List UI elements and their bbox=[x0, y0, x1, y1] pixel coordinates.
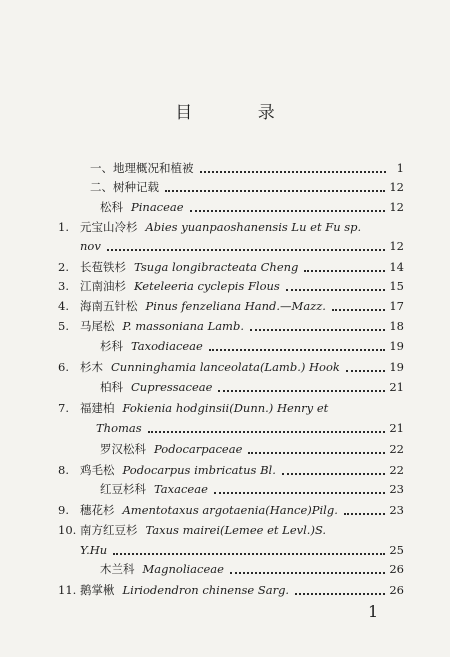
entry-page: 21 bbox=[389, 421, 404, 435]
toc-entry[interactable] bbox=[58, 178, 404, 196]
family-sci-name: Magnoliaceae bbox=[142, 562, 224, 576]
entry-text: 二、树种记载 bbox=[90, 180, 159, 194]
entry-page: 14 bbox=[389, 260, 404, 274]
entry-page: 12 bbox=[389, 200, 404, 214]
entry-number: 11. bbox=[58, 583, 77, 597]
toc-species-entry[interactable] bbox=[58, 358, 404, 376]
dot-leader bbox=[295, 592, 385, 595]
family-name: 柏科 bbox=[100, 380, 123, 394]
species-sci-name: Tsuga longibracteata Cheng bbox=[134, 260, 299, 274]
family-sci-name: Taxodiaceae bbox=[131, 339, 203, 353]
toc-entry[interactable] bbox=[58, 159, 404, 177]
species-sci-name: Thomas bbox=[96, 421, 142, 435]
dot-leader bbox=[304, 269, 385, 272]
species-name: 海南五针松 bbox=[80, 299, 138, 313]
species-sci-name: Keteleeria cyclepis Flous bbox=[134, 279, 280, 293]
family-name: 木兰科 bbox=[100, 562, 135, 576]
species-sci-name: Liriodendron chinense Sarg. bbox=[122, 583, 290, 597]
entry-page: 22 bbox=[389, 463, 404, 477]
entry-page: 17 bbox=[389, 299, 404, 313]
species-sci-name: Amentotaxus argotaenia(Hance)Pilg. bbox=[122, 503, 338, 517]
page-title: 目 录 bbox=[175, 103, 305, 123]
species-name: 马尾松 bbox=[80, 319, 115, 333]
family-name: 红豆杉科 bbox=[100, 482, 146, 496]
species-name: 江南油杉 bbox=[80, 279, 126, 293]
entry-page: 12 bbox=[389, 239, 404, 253]
species-sci-name: nov bbox=[80, 239, 101, 253]
toc-continuation[interactable] bbox=[58, 541, 404, 559]
species-sci-name: Pinus fenzeliana Hand.—Mazz. bbox=[145, 299, 326, 313]
species-sci-name: P. massoniana Lamb. bbox=[122, 319, 244, 333]
dot-leader bbox=[200, 170, 387, 173]
entry-page: 21 bbox=[389, 380, 404, 394]
dot-leader bbox=[282, 472, 385, 475]
entry-page: 23 bbox=[389, 482, 404, 496]
entry-page: 12 bbox=[389, 180, 404, 194]
species-name: 鹅掌楸 bbox=[80, 583, 115, 597]
entry-number: 2. bbox=[58, 260, 69, 274]
entry-number: 3. bbox=[58, 279, 69, 293]
dot-leader bbox=[250, 328, 385, 331]
toc-family-entry[interactable] bbox=[58, 198, 404, 216]
family-name: 松科 bbox=[100, 200, 123, 214]
dot-leader bbox=[218, 389, 385, 392]
dot-leader bbox=[165, 189, 385, 192]
toc-species-entry[interactable] bbox=[58, 277, 404, 295]
dot-leader bbox=[230, 571, 385, 574]
toc-species-entry[interactable] bbox=[58, 258, 404, 276]
toc-species-entry[interactable] bbox=[58, 521, 404, 539]
species-name: 杉木 bbox=[80, 360, 103, 374]
entry-number: 9. bbox=[58, 503, 69, 517]
toc-family-entry[interactable] bbox=[58, 337, 404, 355]
toc-family-entry[interactable] bbox=[58, 378, 404, 396]
entry-page: 25 bbox=[389, 543, 404, 557]
entry-page: 26 bbox=[389, 562, 404, 576]
dot-leader bbox=[113, 552, 385, 555]
species-sci-name: Taxus mairei(Lemee et Levl.)S. bbox=[145, 523, 327, 537]
toc-species-entry[interactable] bbox=[58, 461, 404, 479]
toc-family-entry[interactable] bbox=[58, 440, 404, 458]
entry-number: 5. bbox=[58, 319, 69, 333]
entry-number: 10. bbox=[58, 523, 77, 537]
species-sci-name: Podocarpus imbricatus Bl. bbox=[122, 463, 276, 477]
toc-continuation[interactable] bbox=[58, 237, 404, 255]
species-name: 南方红豆杉 bbox=[80, 523, 138, 537]
species-sci-name: Fokienia hodginsii(Dunn.) Henry et bbox=[122, 401, 329, 415]
page-number: 1 bbox=[368, 602, 379, 621]
entry-number: 8. bbox=[58, 463, 69, 477]
entry-page: 19 bbox=[389, 339, 404, 353]
dot-leader bbox=[332, 308, 385, 311]
species-sci-name: Cunninghamia lanceolata(Lamb.) Hook bbox=[111, 360, 340, 374]
species-sci-name: Abies yuanpaoshanensis Lu et Fu sp. bbox=[145, 220, 362, 234]
dot-leader bbox=[248, 451, 385, 454]
entry-page: 15 bbox=[389, 279, 404, 293]
dot-leader bbox=[148, 430, 386, 433]
toc-family-entry[interactable] bbox=[58, 560, 404, 578]
family-name: 杉科 bbox=[100, 339, 123, 353]
species-name: 长苞铁杉 bbox=[80, 260, 126, 274]
family-sci-name: Pinaceae bbox=[131, 200, 184, 214]
family-name: 罗汉松科 bbox=[100, 442, 146, 456]
entry-page: 26 bbox=[389, 583, 404, 597]
toc-species-entry[interactable] bbox=[58, 297, 404, 315]
toc-species-entry[interactable] bbox=[58, 581, 404, 599]
toc-family-entry[interactable] bbox=[58, 480, 404, 498]
entry-number: 7. bbox=[58, 401, 69, 415]
dot-leader bbox=[346, 369, 386, 372]
family-sci-name: Podocarpaceae bbox=[154, 442, 243, 456]
entry-number: 1. bbox=[58, 220, 69, 234]
dot-leader bbox=[344, 512, 385, 515]
entry-number: 4. bbox=[58, 299, 69, 313]
dot-leader bbox=[286, 288, 386, 291]
entry-number: 6. bbox=[58, 360, 69, 374]
toc-species-entry[interactable] bbox=[58, 501, 404, 519]
toc-species-entry[interactable] bbox=[58, 399, 404, 417]
dot-leader bbox=[107, 248, 386, 251]
species-name: 穗花杉 bbox=[80, 503, 115, 517]
entry-page: 1 bbox=[396, 161, 404, 175]
dot-leader bbox=[214, 491, 385, 494]
species-name: 元宝山冷杉 bbox=[80, 220, 138, 234]
species-name: 鸡毛松 bbox=[80, 463, 115, 477]
entry-text: 一、地理概况和植被 bbox=[90, 161, 194, 175]
species-name: 福建柏 bbox=[80, 401, 115, 415]
toc-continuation[interactable] bbox=[58, 419, 404, 437]
family-sci-name: Cupressaceae bbox=[131, 380, 213, 394]
entry-page: 23 bbox=[389, 503, 404, 517]
species-sci-name: Y.Hu bbox=[80, 543, 108, 557]
entry-page: 18 bbox=[389, 319, 404, 333]
toc-species-entry[interactable] bbox=[58, 317, 404, 335]
dot-leader bbox=[209, 348, 386, 351]
dot-leader bbox=[190, 209, 386, 212]
entry-page: 22 bbox=[389, 442, 404, 456]
toc-species-entry[interactable] bbox=[58, 218, 404, 236]
family-sci-name: Taxaceae bbox=[154, 482, 208, 496]
entry-page: 19 bbox=[389, 360, 404, 374]
